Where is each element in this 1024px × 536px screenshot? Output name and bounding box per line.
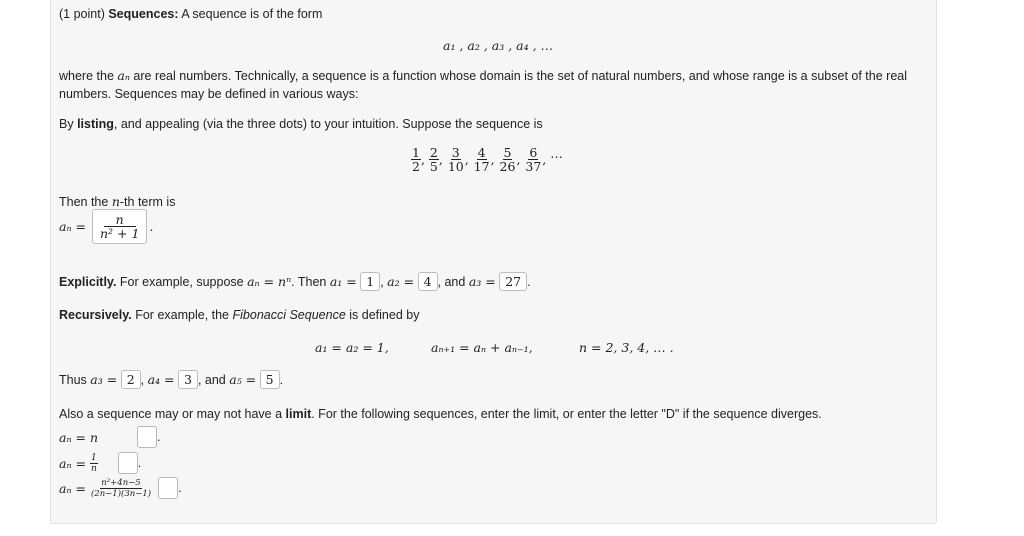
nth-term-lhs: aₙ = — [59, 219, 86, 234]
fraction-5: $\frac{5}{26}$ — [499, 145, 516, 174]
sequence-form: a₁ , a₂ , a₃ , a₄ , … — [443, 38, 554, 53]
fibonacci-title: Fibonacci Sequence — [232, 308, 346, 322]
intro-text: A sequence is of the form — [181, 7, 323, 21]
a1-answer-box[interactable]: 1 — [360, 272, 380, 291]
sequence-ellipsis: … — [550, 146, 563, 161]
fib-eq-3: n = 2, 3, 4, … . — [579, 340, 674, 355]
point-label: (1 point) — [59, 7, 105, 21]
nth-term-line: Then the n-th term is — [59, 194, 176, 209]
recursive-line: Recursively. For example, the Fibonacci Sequence is defined by — [59, 308, 420, 322]
listing-line: By listing, and appealing (via the three dots) to your intuition. Suppose the sequence is — [59, 117, 543, 131]
limit-answer-2[interactable] — [118, 452, 138, 474]
fib-a3-box[interactable]: 2 — [121, 370, 141, 389]
limit-row-1: aₙ = n . — [59, 426, 160, 448]
where-line: where the aₙ are real numbers. Technically, a sequence is a function whose domain is the set of natural numbers, and whose range is a subset of the real — [59, 68, 907, 83]
limit-answer-1[interactable] — [137, 426, 157, 448]
fraction-1: $\frac{1}{2}$ — [412, 145, 420, 174]
intro-line — [59, 7, 322, 21]
a3-answer-box[interactable]: 27 — [499, 272, 527, 291]
fib-a4-box[interactable]: 3 — [178, 370, 198, 389]
fib-eq-1: a₁ = a₂ = 1, — [315, 340, 389, 355]
a2-answer-box[interactable]: 4 — [418, 272, 438, 291]
problem-panel — [50, 0, 937, 524]
limit-line: Also a sequence may or may not have a limit. For the following sequences, enter the limit, or enter the letter "D" if the sequence diverges. — [59, 407, 822, 421]
fib-a5-box[interactable]: 5 — [260, 370, 280, 389]
an-var: aₙ — [117, 68, 130, 83]
fraction-2: $\frac{2}{5}$ — [429, 145, 438, 174]
thus-line: Thus a₃ = 2 , a₄ = 3 , and a₅ = 5 . — [59, 372, 284, 387]
explicit-formula: aₙ = nⁿ — [247, 274, 292, 289]
limit-answer-3[interactable] — [158, 477, 178, 499]
explicit-line: Explicitly. For example, suppose aₙ = nⁿ . Then a₁ = 1 , a₂ = 4 , and a₃ = 27 . — [59, 274, 531, 289]
limit-row-3: aₙ = $\frac{\text{n²+4n−5}}{(2n-1)(3n-1)}$ . — [59, 477, 182, 499]
problem-title: Sequences: — [108, 7, 179, 21]
limit-row-2: aₙ = $\frac{1}{n}$ . — [59, 452, 142, 474]
nth-term-answer-box[interactable]: $\frac{n}{\text{n² + 1}}$ — [92, 209, 147, 244]
nth-term-answer-row: aₙ = $\frac{n}{\text{n² + 1}}$ . — [59, 209, 153, 244]
where-line-2: numbers. Sequences may be defined in various ways: — [59, 87, 359, 101]
sequence-fractions: $\frac{1}{2}$ , $\frac{2}{5}$ , $\frac{3}{10}$ , $\frac{4}{17}$ , $\frac{5}{26}$ , $\frac{6}{37}$ , … — [412, 145, 563, 174]
fib-eq-2: aₙ₊₁ = aₙ + aₙ₋₁, — [431, 340, 533, 355]
fraction-3: $\frac{3}{10}$ — [447, 145, 464, 174]
listing-bold: listing — [77, 117, 114, 131]
fraction-6: $\frac{6}{37}$ — [525, 145, 542, 174]
fraction-4: $\frac{4}{17}$ — [473, 145, 490, 174]
